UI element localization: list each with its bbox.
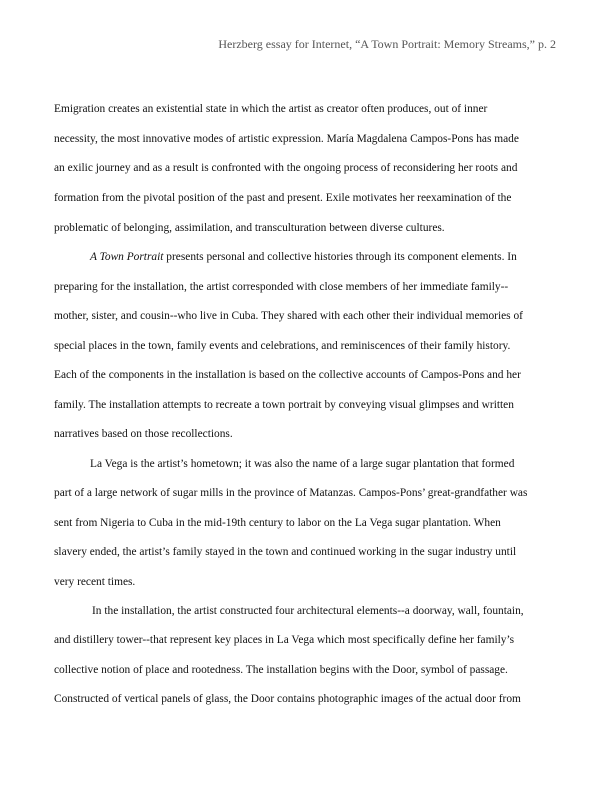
text-line: and distillery tower--that represent key places in La Vega which most specifically define her family’s bbox=[54, 634, 515, 646]
text-line: very recent times. bbox=[54, 576, 136, 588]
text-line: necessity, the most innovative modes of artistic expression. María Magdalena Campos-Pons has made bbox=[54, 133, 519, 145]
text-line: La Vega is the artist’s hometown; it was also the name of a large sugar plantation that formed bbox=[90, 458, 515, 470]
text-line: slavery ended, the artist’s family stayed in the town and continued working in the sugar industry until bbox=[54, 546, 517, 558]
artwork-title: A Town Portrait bbox=[90, 251, 164, 263]
text-line: Each of the components in the installation is based on the collective accounts of Campos-Pons and her bbox=[54, 369, 521, 381]
text-line: family. The installation attempts to recreate a town portrait by conveying visual glimpses and written bbox=[54, 399, 514, 411]
text-line: sent from Nigeria to Cuba in the mid-19th century to labor on the La Vega sugar plantation. When bbox=[54, 517, 501, 529]
text-line: Emigration creates an existential state in which the artist as creator often produces, out of inner bbox=[54, 103, 488, 115]
text-line: narratives based on those recollections. bbox=[54, 428, 233, 440]
text-line: mother, sister, and cousin--who live in Cuba. They shared with each other their individual memories of bbox=[54, 310, 523, 322]
text-line: In the installation, the artist constructed four architectural elements--a doorway, wall, fountain, bbox=[92, 605, 524, 617]
text-line: an exilic journey and as a result is confronted with the ongoing process of reconsidering her roots and bbox=[54, 162, 518, 174]
text-line: collective notion of place and rootedness. The installation begins with the Door, symbol of passage. bbox=[54, 664, 508, 676]
text-line: preparing for the installation, the artist corresponded with close members of her immediate family-- bbox=[54, 281, 509, 293]
text-line: special places in the town, family events and celebrations, and reminiscences of their family history. bbox=[54, 340, 511, 352]
running-header: Herzberg essay for Internet, “A Town Portrait: Memory Streams,” p. 2 bbox=[218, 37, 556, 51]
text-line: part of a large network of sugar mills in the province of Matanzas. Campos-Pons’ great-grandfather was bbox=[54, 487, 528, 499]
text-line bbox=[90, 250, 517, 264]
text-run: presents personal and collective histories through its component elements. In bbox=[163, 251, 517, 263]
text-line: Constructed of vertical panels of glass, the Door contains photographic images of the actual door from bbox=[54, 693, 521, 705]
text-line: problematic of belonging, assimilation, and transculturation between diverse cultures. bbox=[54, 222, 445, 234]
text-line: formation from the pivotal position of the past and present. Exile motivates her reexamination of the bbox=[54, 192, 512, 204]
